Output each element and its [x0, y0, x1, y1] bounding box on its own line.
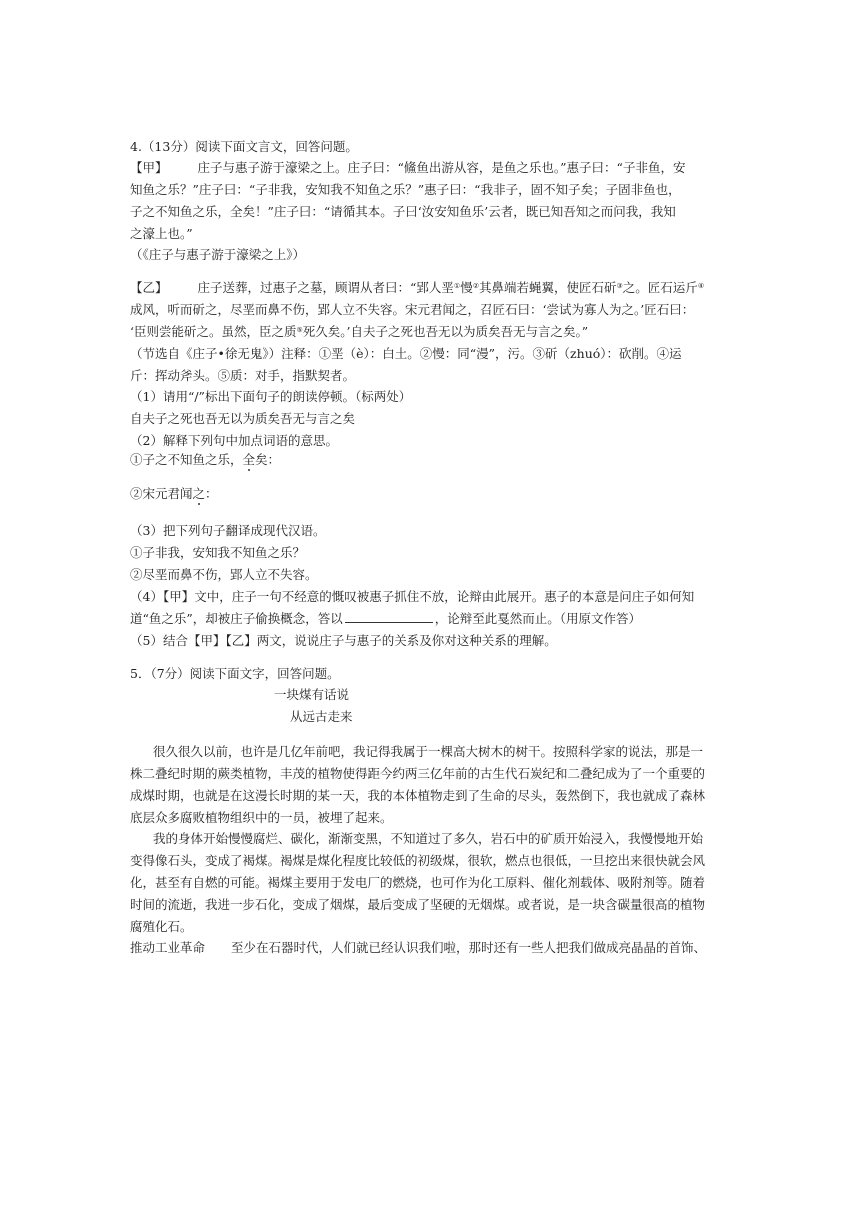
yi-line3-text-a: ‘臣则尝能斫之。虽然，臣之质: [130, 324, 297, 339]
jia-text: 庄子与惠子游于濠梁之上。庄子曰：“鯈鱼出游从容，是鱼之乐也。”惠子曰：“子非鱼，安: [197, 160, 686, 175]
q4-sub-1: （1）请用“/”标出下面句子的朗读停顿。（标两处）: [130, 389, 412, 404]
footnote-marker-2: ②: [472, 282, 479, 290]
footnote-marker-5: ⑤: [296, 326, 303, 334]
q4-sub-2: （2）解释下列句中加点词语的意思。: [130, 433, 338, 448]
q4-sub-3-b: ②尽垩而鼻不伤，郢人立不失容。: [130, 567, 318, 582]
yi-text-a: 庄子送葬，过惠子之墓，顾谓从者曰：“郢人垩: [197, 280, 454, 295]
p2-line-5: 腐殖化石。: [130, 919, 193, 934]
p2-line-1: 我的身体开始慢慢腐烂、碳化，渐渐变黑，不知道过了多久，岩石中的矿质开始浸入，我慢慢地开始: [153, 831, 704, 846]
q4-sub-2-b: [130, 484, 218, 504]
q4-sub-5: （5）结合【甲】【乙】两文，说说庄子与惠子的关系及你对这种关系的理解。: [130, 633, 557, 648]
footnote-marker-4: ④: [697, 282, 705, 290]
p1-line-2: 株二叠纪时期的蕨类植物，丰茂的植物使得距今约两三亿年前的古生代石炭纪和二叠纪成为了一个重要的: [130, 766, 706, 781]
sub2a-post: 矣：: [255, 452, 281, 467]
footnote-marker-1: ①: [453, 282, 461, 290]
section-heading: 推动工业革命: [130, 940, 206, 955]
yi-text-d: 之。匠石运斤: [622, 280, 698, 295]
article-subtitle: 从远古走来: [290, 709, 353, 724]
footnote-marker-3: ③: [616, 282, 623, 290]
q4-sub-4-line-2: [130, 609, 641, 629]
yi-label: 【乙】: [130, 280, 168, 295]
q4-notes-line-1: （节选自《庄子•徐无鬼》）注释：①垩（è）：白土。②慢：同“漫”，污。③斫（zhuó）：砍削。④运: [130, 346, 682, 361]
jia-label: 【甲】: [130, 160, 168, 175]
p2-line-4: 时间的流逝，我进一步石化，变成了烟煤，最后变成了坚硬的无烟煤。或者说，是一块含碳量很高的植物: [130, 897, 706, 912]
sub4-text-a: 道“鱼之乐”，却被庄子偷换概念，答以: [130, 611, 343, 626]
sub4-text-b: ，论辩至此戛然而止。（用原文作答）: [434, 611, 642, 626]
article-title: 一块煤有话说: [274, 687, 350, 702]
q4-jia-line-4: 之濠上也。”: [130, 226, 193, 241]
yi-text-b: 慢: [460, 280, 473, 295]
sub2b-pre: ②宋元君闻: [130, 486, 193, 501]
q4-sub-1-sentence: 自夫子之死也吾无以为质矣吾无与言之矣: [130, 411, 356, 426]
q4-sub-3: （3）把下列句子翻译成现代汉语。: [130, 523, 326, 538]
p2-line-2: 变得像石头，变成了褐煤。褐煤是煤化程度比较低的初级煤，很软，燃点也很低，一旦挖出来很快就会风: [130, 853, 706, 868]
p1-line-4: 底层众多腐败植物组织中的一员，被埋了起来。: [130, 810, 393, 825]
dotted-word-quan: 全: [242, 452, 256, 467]
q4-jia-source: （《庄子与惠子游于濠梁之上》）: [130, 247, 306, 262]
p2-line-3: 化，甚至有自燃的可能。褐煤主要用于发电厂的燃烧，也可作为化工原料、催化剂载体、吸附剂等。随着: [130, 875, 706, 890]
q5-header: 5．（7分）阅读下面文字，回答问题。: [130, 666, 340, 681]
q4-jia-line-3: 子之不知鱼之乐，全矣！”庄子曰：“请循其本。子曰‘汝安知鱼乐’云者，既已知吾知之而问我，我知: [130, 204, 676, 219]
q4-yi-line-1: [130, 278, 704, 298]
q4-notes-line-2: 斤：挥动斧头。⑤质：对手，指默契者。: [130, 368, 356, 383]
q4-yi-line-3: [130, 322, 588, 342]
q4-sub-3-a: ①子非我，安知我不知鱼之乐？: [130, 545, 306, 560]
p3-line-1: [130, 938, 706, 958]
yi-text-c: 其鼻端若蝇翼，使匠石斫: [479, 280, 617, 295]
p1-line-3: 成煤时期，也就是在这漫长时期的某一天，我的本体植物走到了生命的尽头，轰然倒下，我也就成了森林: [130, 788, 706, 803]
yi-line3-text-b: 死久矣。’自夫子之死也吾无以为质矣吾无与言之矣。”: [302, 324, 589, 339]
sub2a-pre: ①子之不知鱼之乐，: [130, 452, 243, 467]
q4-yi-line-2: 成风，听而斫之，尽垩而鼻不伤，郢人立不失容。宋元君闻之，召匠石曰：‘尝试为寡人为之。’匠石曰：: [130, 302, 695, 317]
q4-sub-2-a: [130, 450, 280, 470]
answer-blank[interactable]: [345, 610, 433, 623]
q4-header: 4.（13分）阅读下面文言文，回答问题。: [130, 139, 358, 154]
dotted-word-zhi: 之: [192, 486, 206, 501]
q4-jia-line-1: [130, 158, 685, 178]
q4-sub-4-line-1: （4）【甲】文中，庄子一句不经意的慨叹被惠子抓住不放，论辩由此展开。惠子的本意是问庄子如何知: [130, 589, 695, 604]
sub2b-post: ：: [205, 486, 218, 501]
p3-text: 至少在石器时代，人们就已经认识我们啦，那时还有一些人把我们做成亮晶晶的首饰、: [231, 940, 707, 955]
p1-line-1: 很久很久以前，也许是几亿年前吧，我记得我属于一棵高大树木的树干。按照科学家的说法，那是一: [153, 744, 704, 759]
q4-jia-line-2: 知鱼之乐？”庄子曰：“子非我，安知我不知鱼之乐？”惠子曰：“我非子，固不知子矣；子固非鱼也，: [130, 182, 681, 197]
